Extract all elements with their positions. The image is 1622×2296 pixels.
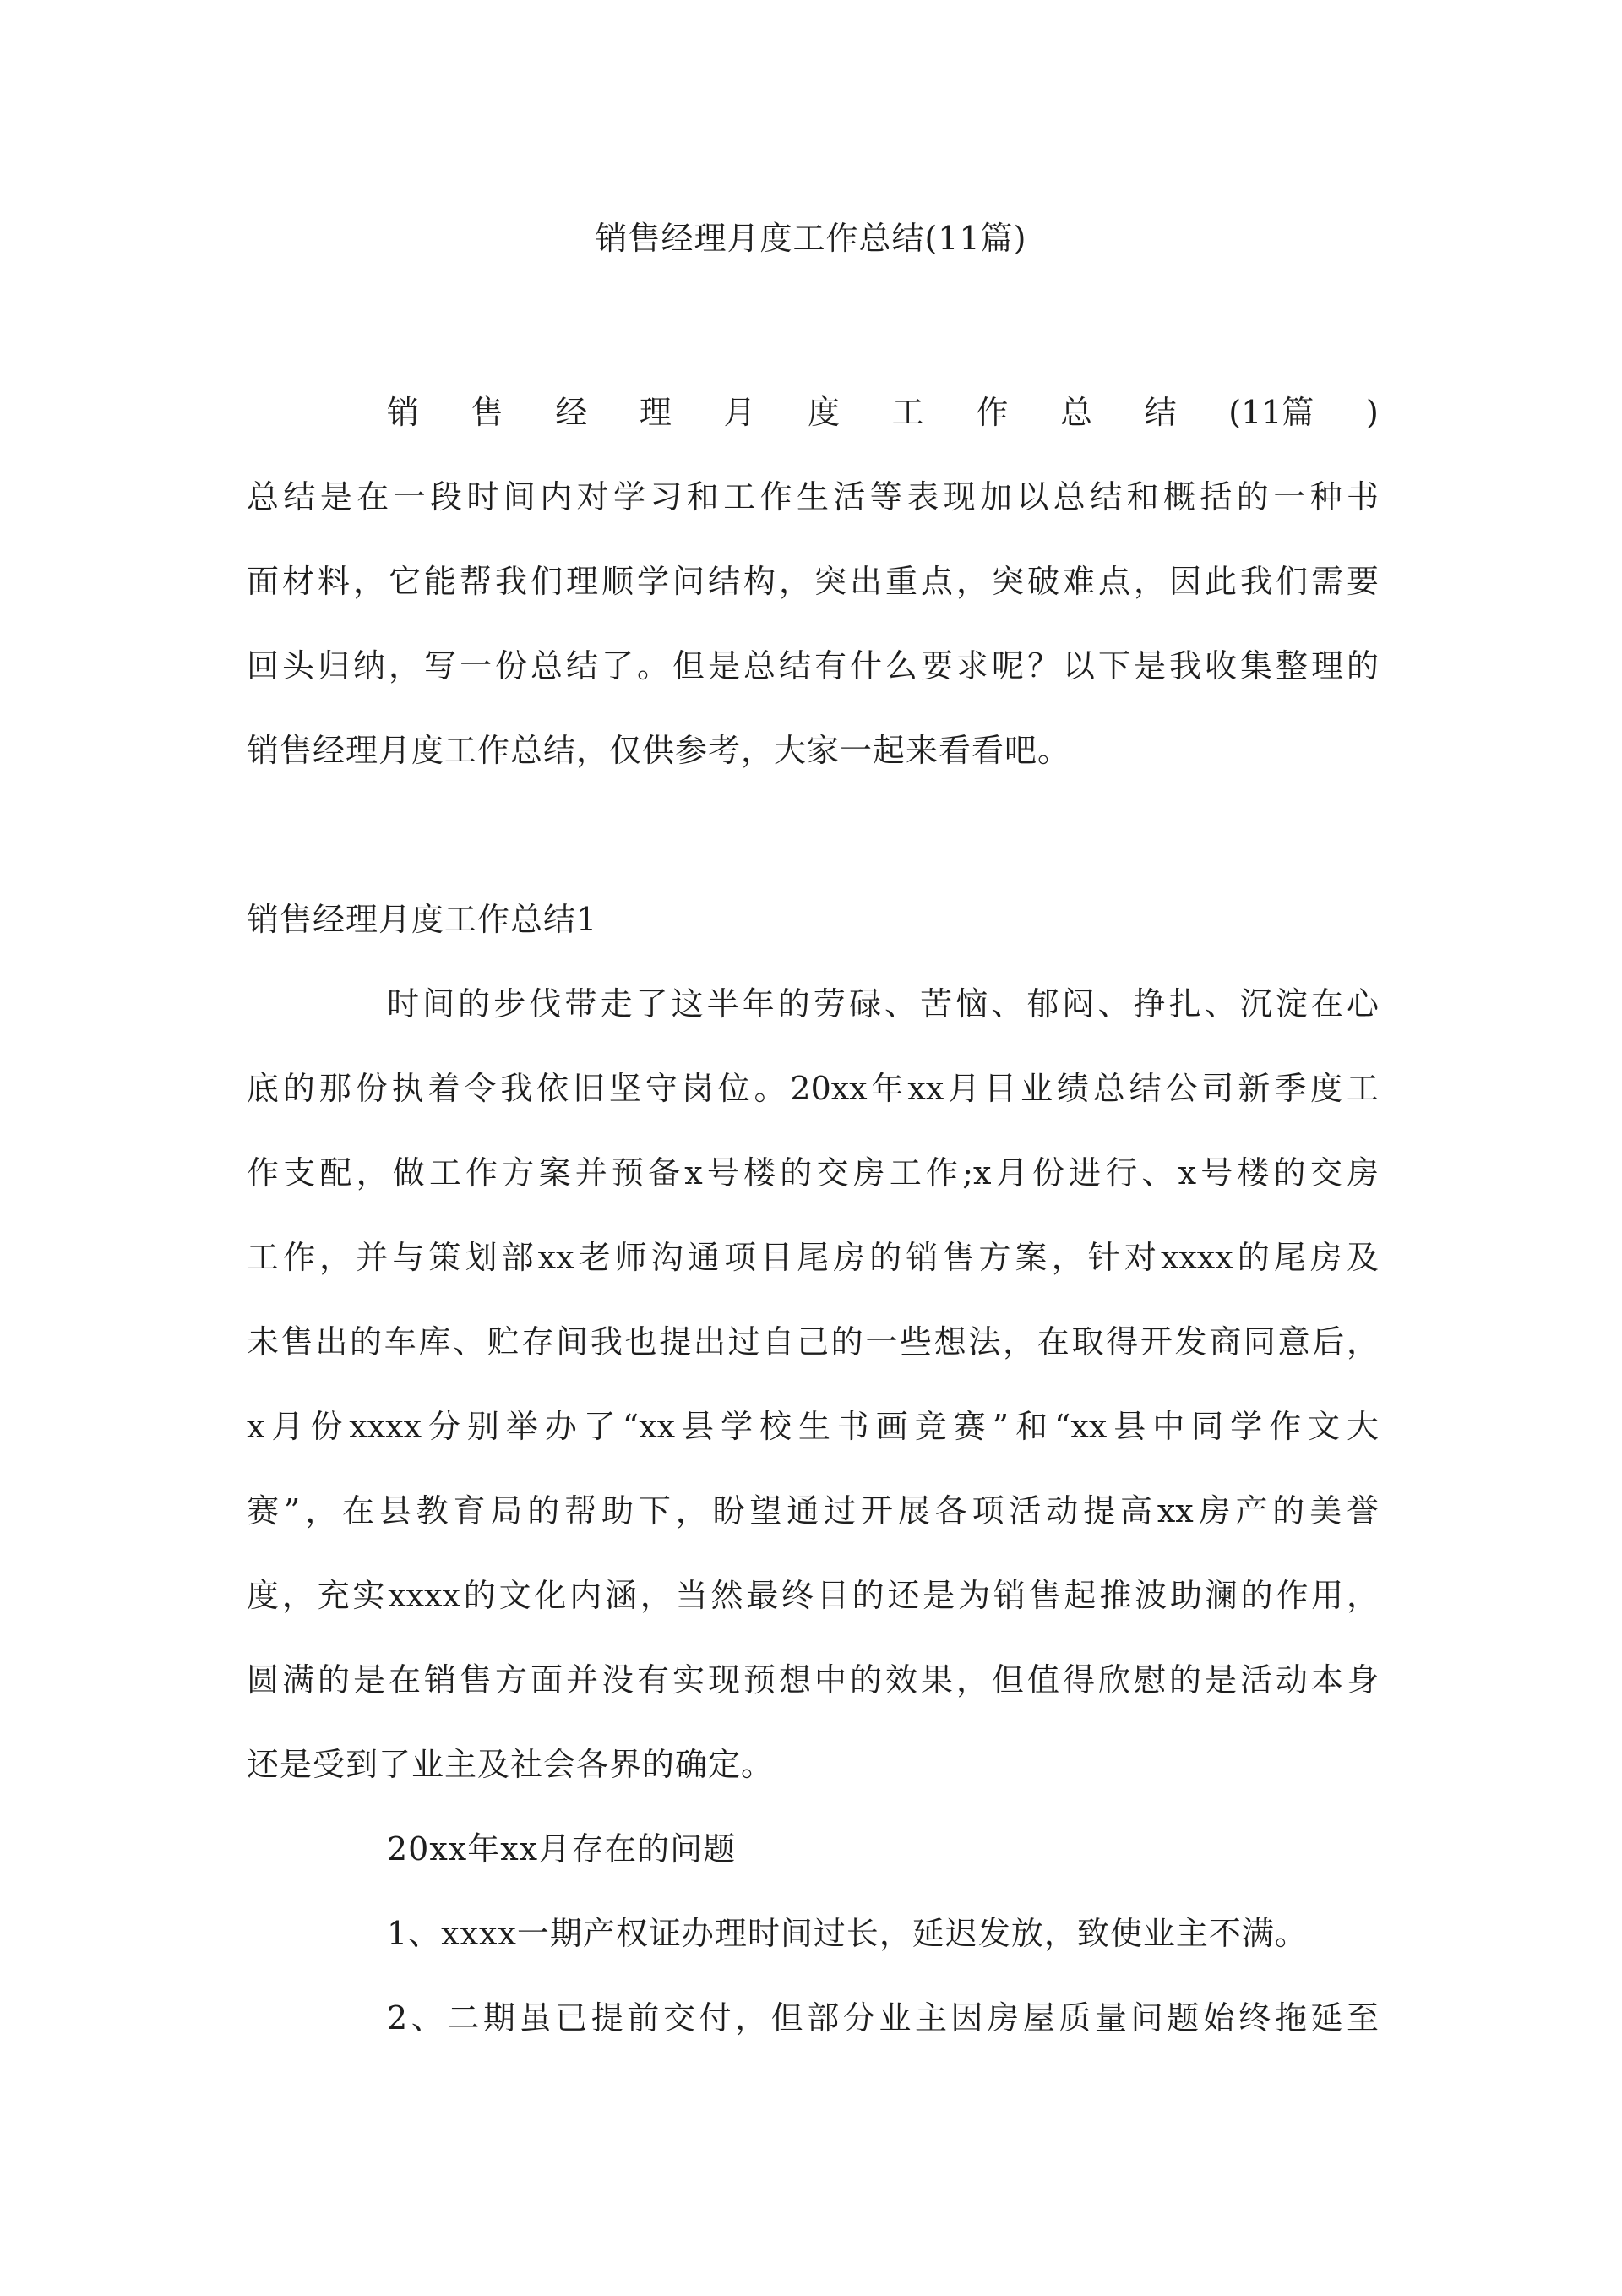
section-line: 底的那份执着令我依旧坚守岗位。20xx年xx月目业绩总结公司新季度工	[247, 1070, 1379, 1107]
section-line: 赛”，在县教育局的帮助下，盼望通过开展各项活动提高xx房产的美誉	[247, 1492, 1379, 1530]
heading-char: 总	[1060, 394, 1093, 431]
problem-item: 1、xxxx一期产权证办理时间过长，延迟发放，致使业主不满。	[387, 1915, 1308, 1952]
section-line: x月份xxxx分别举办了“xx县学校生书画竞赛”和“xx县中同学作文大	[247, 1408, 1379, 1445]
section-line: 圆满的是在销售方面并没有实现预想中的效果，但值得欣慰的是活动本身	[247, 1661, 1379, 1699]
heading-char: 经	[555, 394, 588, 431]
heading-char: 结	[1144, 394, 1177, 431]
document-title: 销售经理月度工作总结(11篇)	[595, 220, 1027, 257]
heading-char: 工	[891, 394, 924, 431]
section-line: 未售出的车库、贮存间我也提出过自己的一些想法，在取得开发商同意后，	[247, 1323, 1379, 1361]
section-line: 作支配，做工作方案并预备x号楼的交房工作;x月份进行、x号楼的交房	[247, 1154, 1379, 1192]
section-heading: 销售经理月度工作总结1	[247, 901, 598, 938]
heading-char: )	[1366, 394, 1379, 431]
intro-line: 总结是在一段时间内对学习和工作生活等表现加以总结和概括的一种书	[247, 478, 1379, 515]
intro-line: 面材料，它能帮我们理顺学问结构，突出重点，突破难点，因此我们需要	[247, 563, 1379, 600]
section-line: 时间的步伐带走了这半年的劳碌、苦恼、郁闷、挣扎、沉淀在心	[387, 985, 1379, 1023]
problem-item: 2、二期虽已提前交付，但部分业主因房屋质量问题始终拖延至	[387, 1999, 1379, 2037]
problems-heading: 20xx年xx月存在的问题	[387, 1830, 737, 1868]
intro-spaced-heading	[387, 387, 1379, 438]
heading-char: (11篇	[1228, 394, 1314, 431]
heading-char: 作	[976, 394, 1009, 431]
intro-line: 回头归纳，写一份总结了。但是总结有什么要求呢？以下是我收集整理的	[247, 647, 1379, 684]
heading-char: 售	[471, 394, 503, 431]
heading-char: 月	[723, 394, 756, 431]
heading-char: 销	[387, 394, 420, 431]
heading-char: 理	[639, 394, 672, 431]
section-line: 工作，并与策划部xx老师沟通项目尾房的销售方案，针对xxxx的尾房及	[247, 1239, 1379, 1276]
heading-char: 度	[808, 394, 841, 431]
section-line: 度，充实xxxx的文化内涵，当然最终目的还是为销售起推波助澜的作用，	[247, 1577, 1379, 1614]
intro-line: 销售经理月度工作总结，仅供参考，大家一起来看看吧。	[247, 732, 1071, 769]
section-line: 还是受到了业主及社会各界的确定。	[247, 1746, 775, 1783]
